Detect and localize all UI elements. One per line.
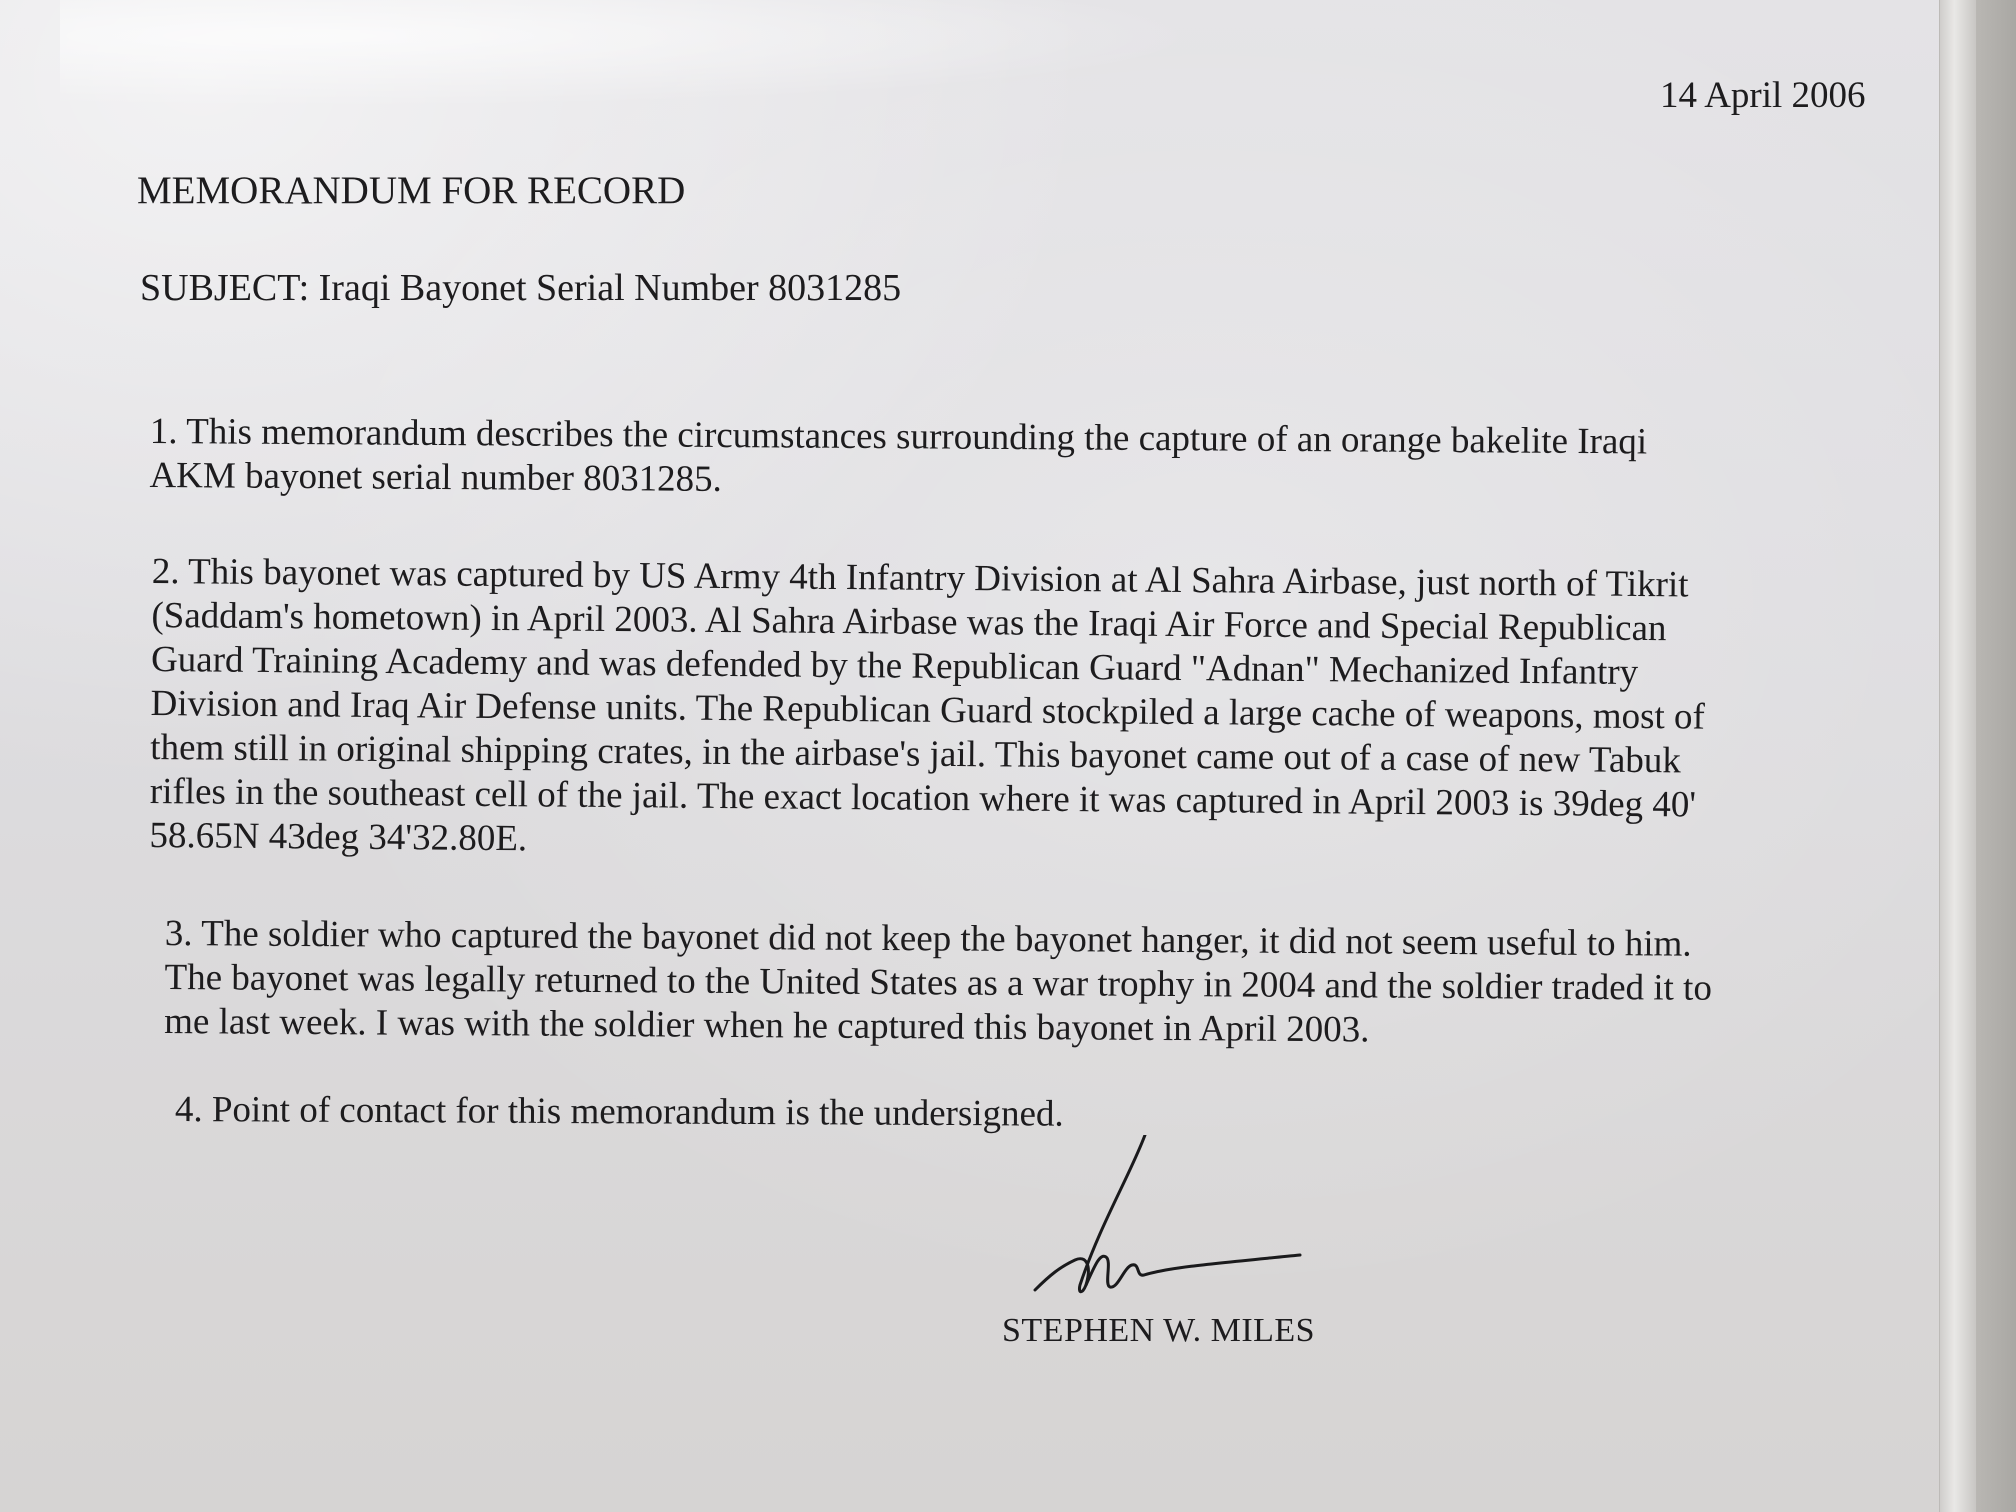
paragraph-2 (149, 550, 1706, 872)
memo-subject: SUBJECT: Iraqi Bayonet Serial Number 8031285 (140, 267, 902, 309)
paragraph-line: 4. Point of contact for this memorandum is the undersigned. (174, 1089, 1064, 1135)
paragraph-line: rifles in the southeast cell of the jail. The exact location where it was captured in April 2003 is 39deg 40' (149, 770, 1697, 826)
handwritten-signature (1020, 1135, 1320, 1305)
paragraph-line: them still in original shipping crates, in the airbase's jail. This bayonet came out of a case of new Tabuk (150, 726, 1682, 782)
paragraph-line: The bayonet was legally returned to the United States as a war trophy in 2004 and the soldier traded it to (164, 956, 1713, 1009)
paragraph-1 (149, 410, 1647, 508)
signer-name: STEPHEN W. MILES (1002, 1312, 1316, 1349)
paragraph-3 (164, 912, 1712, 1055)
paragraph-line: 58.65N 43deg 34'32.80E. (149, 814, 528, 860)
paragraph-line: 3. The soldier who captured the bayonet did not keep the bayonet hanger, it did not seem useful to him. (164, 913, 1692, 965)
paragraph-line: AKM bayonet serial number 8031285. (149, 454, 723, 500)
memo-date: 14 April 2006 (1660, 75, 1866, 116)
memo-heading: MEMORANDUM FOR RECORD (137, 169, 686, 212)
paragraph-line: Guard Training Academy and was defended by the Republican Guard "Adnan" Mechanized Infantry (150, 638, 1639, 693)
background-edge (1976, 0, 2016, 1512)
paragraph-line: 2. This bayonet was captured by US Army 4th Infantry Division at Al Sahra Airbase, just north of Tikrit (151, 550, 1689, 606)
paragraph-4 (175, 1088, 1064, 1137)
paragraph-line: (Saddam's hometown) in April 2003. Al Sahra Airbase was the Iraqi Air Force and Special Republican (151, 594, 1667, 650)
paragraph-line: me last week. I was with the soldier when he captured this bayonet in April 2003. (164, 1000, 1370, 1051)
paragraph-line: 1. This memorandum describes the circumstances surrounding the capture of an orange bakelite Iraqi (149, 410, 1648, 463)
paragraph-line: Division and Iraq Air Defense units. The Republican Guard stockpiled a large cache of weapons, most of (150, 682, 1706, 738)
